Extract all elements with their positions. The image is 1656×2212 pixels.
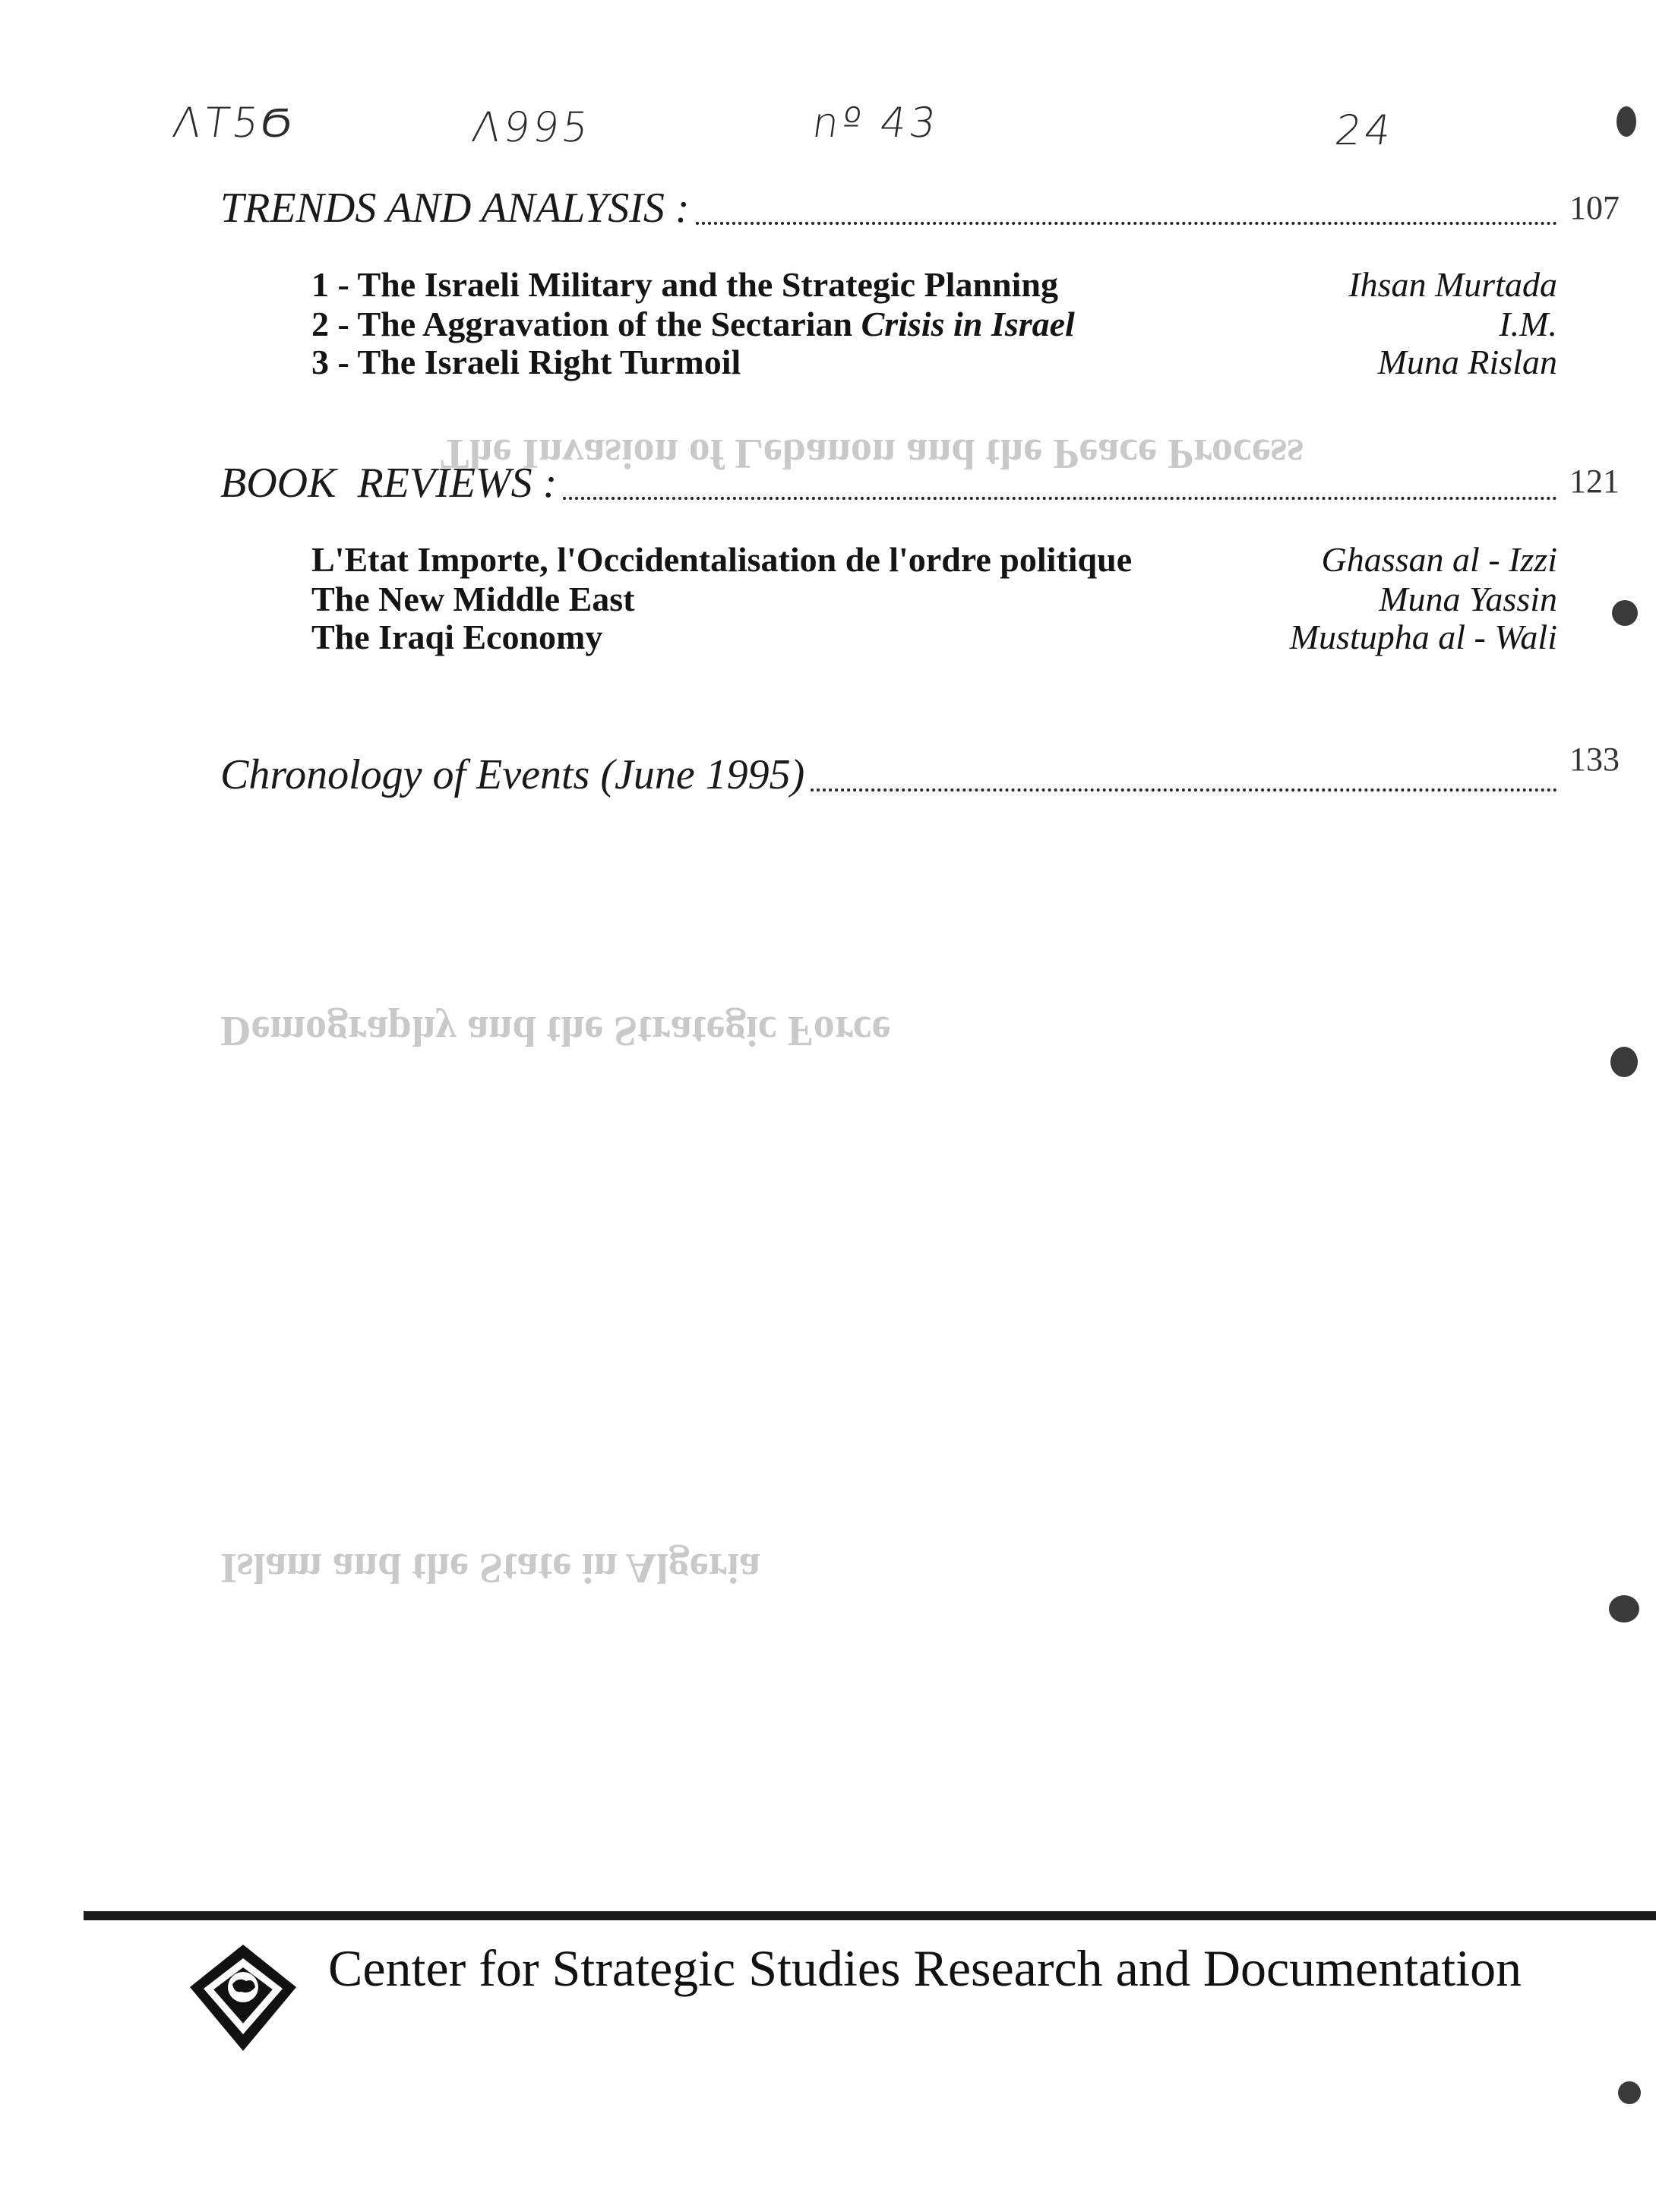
- entry-title: 1 - The Israeli Military and the Strategic Planning: [311, 265, 1059, 304]
- entry-author: Ihsan Murtada: [1348, 265, 1557, 304]
- diamond-globe-logo-icon: [185, 1940, 301, 2056]
- page-number: 107: [1569, 189, 1620, 226]
- toc-entry: [311, 305, 1557, 343]
- entry-author: Muna Rislan: [1377, 343, 1557, 381]
- entry-title: The New Middle East: [311, 580, 635, 618]
- bleed-through-heading: The Invasion of Lebanon and the Peace Process: [441, 430, 1304, 477]
- leader-dots: [563, 496, 1557, 500]
- binding-mark: [1618, 2081, 1641, 2104]
- toc-entry: [311, 580, 1557, 618]
- binding-mark: [1609, 1595, 1639, 1623]
- toc-entry: [311, 266, 1557, 304]
- section-title: TRENDS AND ANALYSIS :: [220, 185, 690, 232]
- entry-title: L'Etat Importe, l'Occidentalisation de l'ordre politique: [311, 540, 1133, 579]
- section-title: BOOK REVIEWS :: [220, 460, 558, 507]
- toc-entry: [311, 541, 1557, 579]
- section-title: Chronology of Events (June 1995): [220, 751, 805, 798]
- toc-entry: [311, 618, 1557, 656]
- handwritten-ref: ΛΤ5Ϭ: [169, 99, 299, 147]
- entry-title: 3 - The Israeli Right Turmoil: [311, 343, 741, 381]
- section-heading-chronology: [220, 750, 1557, 799]
- entry-author: Ghassan al - Izzi: [1321, 540, 1557, 579]
- handwritten-issue: nº 43: [809, 99, 942, 147]
- toc-entry: [311, 343, 1557, 381]
- leader-dots: [696, 221, 1557, 225]
- handwritten-page: 24: [1332, 106, 1398, 154]
- leader-dots: [811, 788, 1557, 792]
- section-heading-trends: [220, 184, 1557, 232]
- handwritten-year: Λ995: [469, 103, 595, 151]
- footer-rule: [84, 1911, 1656, 1920]
- bleed-through-heading: Demography and the Strategic Force: [220, 1007, 891, 1054]
- binding-mark: [1612, 600, 1638, 626]
- page-number: 121: [1569, 463, 1620, 500]
- binding-mark: [1616, 106, 1636, 137]
- entry-author: Muna Yassin: [1379, 580, 1557, 618]
- entry-title: The Iraqi Economy: [311, 618, 603, 656]
- page-number: 133: [1569, 741, 1620, 778]
- entry-title: 2 - The Aggravation of the Sectarian Crisis in Israel: [311, 305, 1075, 343]
- section-heading-book-reviews: [220, 459, 1557, 507]
- entry-author: Mustupha al - Wali: [1289, 618, 1557, 656]
- entry-author: I.M.: [1499, 305, 1557, 343]
- bleed-through-heading: Islam and the State in Algeria: [220, 1544, 760, 1591]
- binding-mark: [1610, 1047, 1638, 1077]
- footer-text: Center for Strategic Studies Research and Documentation: [328, 1939, 1522, 1997]
